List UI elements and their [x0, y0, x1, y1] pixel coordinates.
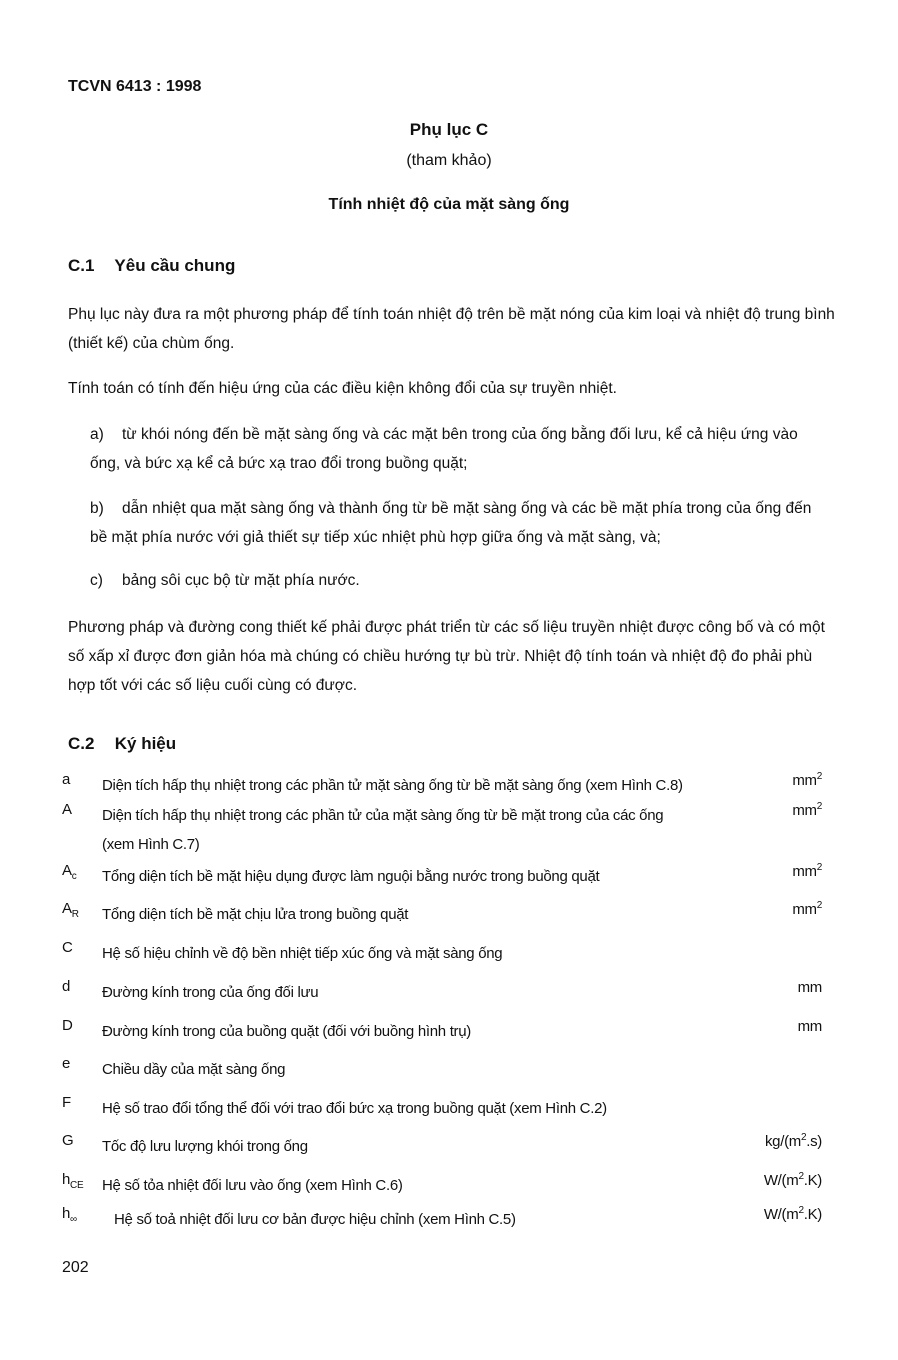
symbol-unit: $mm^2$	[792, 801, 822, 819]
list-item	[90, 494, 830, 552]
symbol: $h_\infty$	[62, 1205, 77, 1225]
symbol: d	[62, 978, 71, 995]
paragraph: Phụ lục này đưa ra một phương pháp để tính toán nhiệt độ trên bề mặt nóng của kim loại và nhiệt độ trung bình (thiết kế) của chùm ống.	[68, 306, 835, 352]
symbol-description: Tốc độ lưu lượng khói trong ống	[102, 1138, 308, 1155]
symbol-unit: $mm^2$	[792, 771, 822, 789]
list-item-text: từ khói nóng đến bề mặt sàng ống và các mặt bên trong của ống bằng đối lưu, kể cả hiệu ứng vào ống, và bức xạ kể cả bức xạ trao đổi trong buồng quặt;	[90, 426, 798, 472]
symbol: a	[62, 771, 71, 788]
symbol-unit: $kg/(m^2.s)$	[764, 1132, 822, 1150]
symbol-unit: $W/(m^2.K)$	[763, 1205, 822, 1223]
appendix-subtitle: (tham khảo)	[406, 152, 492, 169]
list-item	[90, 566, 830, 595]
symbol-description: Đường kính trong của buồng quặt (đối với buồng hình trụ)	[102, 1023, 471, 1040]
appendix-main-title: Tính nhiệt độ của mặt sàng ống	[328, 196, 570, 213]
section-number: C.2	[68, 734, 95, 753]
symbol-unit: mm	[797, 1018, 822, 1035]
standard-code: TCVN 6413 : 1998	[68, 78, 202, 95]
symbol-description: Hệ số trao đổi tổng thể đối với trao đổi bức xạ trong buồng quặt (xem Hình C.2)	[102, 1100, 607, 1117]
section-number: C.1	[68, 256, 95, 275]
symbol: $h_{CE}$	[62, 1171, 84, 1191]
paragraph: Tính toán có tính đến hiệu ứng của các điều kiện không đổi của sự truyền nhiệt.	[68, 380, 617, 397]
symbol-unit: $W/(m^2.K)$	[763, 1171, 822, 1189]
symbol: $A_c$	[62, 862, 77, 882]
symbol-unit: mm	[797, 979, 822, 996]
symbol: D	[62, 1017, 73, 1034]
list-item-text: bảng sôi cục bộ từ mặt phía nước.	[122, 572, 360, 589]
symbol-description: Hệ số toả nhiệt đối lưu cơ bản được hiệu chỉnh (xem Hình C.5)	[114, 1211, 516, 1228]
symbol-description: Hệ số tỏa nhiệt đối lưu vào ống (xem Hình C.6)	[102, 1177, 403, 1194]
list-item-label: c)	[90, 572, 103, 589]
symbol-description: Diện tích hấp thụ nhiệt trong các phần tử mặt sàng ống từ bề mặt sàng ống (xem Hình C.8)	[102, 777, 683, 794]
symbol: F	[62, 1094, 71, 1111]
section-heading-c2	[68, 734, 176, 754]
appendix-title: Phụ lục C	[409, 120, 489, 139]
symbol-description: Chiều dầy của mặt sàng ống	[102, 1061, 286, 1078]
section-heading-c1	[68, 256, 235, 276]
symbol-unit: $mm^2$	[792, 862, 822, 880]
section-title: Yêu cầu chung	[114, 256, 236, 275]
symbol: G	[62, 1132, 74, 1149]
section-title: Ký hiệu	[114, 734, 177, 753]
symbol-description: Diện tích hấp thụ nhiệt trong các phần tử của mặt sàng ống từ bề mặt trong của các ống (xem Hình C.7)	[102, 807, 664, 853]
symbol-description: Tổng diện tích bề mặt chịu lửa trong buồng quặt	[102, 906, 409, 923]
symbol: C	[62, 939, 73, 956]
list-item	[90, 420, 830, 478]
symbol: $A_R$	[62, 900, 79, 920]
symbol: e	[62, 1055, 71, 1072]
list-item-text: dẫn nhiệt qua mặt sàng ống và thành ống từ bề mặt sàng ống và các bề mặt phía trong của ống đến bề mặt phía nước với giả thiết sự tiếp xúc nhiệt phù hợp giữa ống và mặt sàng, và;	[90, 500, 812, 546]
symbol: A	[62, 801, 72, 818]
page-number: 202	[62, 1259, 89, 1276]
paragraph: Phương pháp và đường cong thiết kế phải được phát triển từ các số liệu truyền nhiệt được công bố và có một số xấp xỉ được đơn giản hóa mà chúng có chiều hướng tự bù trừ. Nhiệt độ tính toán và nhiệt độ đo phải phù hợp tốt với các số liệu cuối cùng có được.	[68, 619, 825, 694]
list-item-label: b)	[90, 500, 104, 517]
list-item-label: a)	[90, 426, 104, 443]
symbol-description: Hệ số hiệu chỉnh về độ bền nhiệt tiếp xúc ống và mặt sàng ống	[102, 945, 503, 962]
symbol-description: Tổng diện tích bề mặt hiệu dụng được làm nguội bằng nước trong buồng quặt	[102, 868, 600, 885]
symbol-description: Đường kính trong của ống đối lưu	[102, 984, 319, 1001]
symbol-unit: $mm^2$	[792, 900, 822, 918]
